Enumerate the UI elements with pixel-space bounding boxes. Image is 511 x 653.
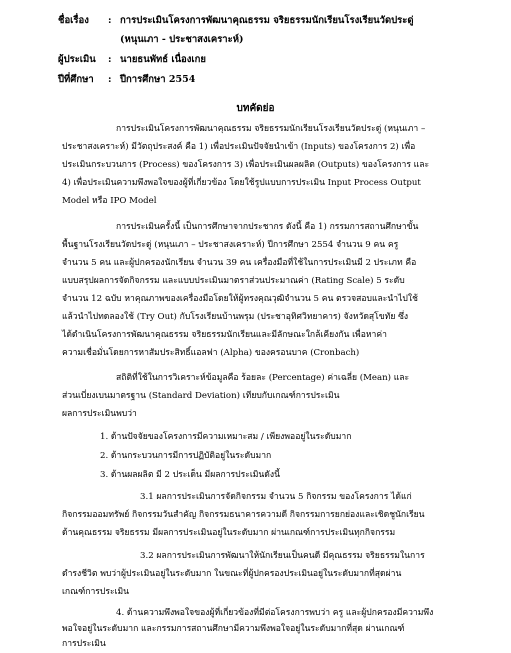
body-line: กิจกรรมออมทรัพย์ กิจกรรมวันสำคัญ กิจกรรมธนาคารความดี กิจกรรมการยกย่องและเชิดชูนักเรียน: [62, 510, 425, 520]
body-line: จำนวน 5 คน และผู้ปกครองนักเรียน จำนวน 39 คน เครื่องมือที่ใช้ในการประเมินมี 2 ประเภท คือ: [62, 258, 417, 268]
body-line: จำนวน 12 ฉบับ หาคุณภาพของเครื่องมือโดยให้ผู้ทรงคุณวุฒิจำนวน 5 คน ตรวจสอบและนำไปใช้: [62, 294, 418, 304]
year-colon: :: [108, 74, 112, 85]
author-value: นายธนพัทธ์ เนื่องเกย: [120, 54, 206, 65]
body-line: การประเมินครั้งนี้ เป็นการศึกษาจากประชากร ดังนี้ คือ 1) กรรมการสถานศึกษาขั้น: [116, 222, 419, 232]
body-line: ส่วนเบี่ยงเบนมาตรฐาน (Standard Deviation) เทียบกับเกณฑ์การประเมิน: [62, 391, 340, 401]
title-colon: :: [108, 15, 112, 26]
body-line: การประเมินโครงการพัฒนาคุณธรรม จริยธรรมนักเรียนโรงเรียนวัดประดู่ (หนุนเภา –: [116, 124, 426, 134]
body-line: 3.2 ผลการประเมินการพัฒนาให้นักเรียนเป็นคนดี มีคุณธรรม จริยธรรมในการ: [140, 551, 425, 561]
body-line: พื้นฐานโรงเรียนวัดประดู่ (หนุนเภา – ประชาสงเคราะห์) ปีการศึกษา 2554 จำนวน 9 คน ครู: [62, 240, 399, 250]
body-line: 1. ด้านปัจจัยของโครงการมีความเหมาะสม / เพียงพออยู่ในระดับมาก: [100, 432, 352, 442]
body-line: ประชาสงเคราะห์) มีวัตถุประสงค์ คือ 1) เพื่อประเมินปัจจัยนำเข้า (Inputs) ของโครงการ 2) เพื่อ: [62, 142, 416, 152]
body-line: ประเมินกระบวนการ (Process) ของโครงการ 3) เพื่อประเมินผลผลิต (Outputs) ของโครงการ และ: [62, 160, 430, 170]
year-label: ปีที่ศึกษา: [58, 74, 94, 85]
author-row: [58, 52, 206, 67]
body-line: ความเชื่อมั่นโดยการหาสัมประสิทธิ์แอลฟา (Alpha) ของครอนบาค (Cronbach): [62, 348, 360, 358]
body-line: พอใจอยู่ในระดับมาก และกรรมการสถานศึกษามีความพึงพอใจอยู่ในระดับมากที่สุด ผ่านเกณฑ์: [62, 624, 405, 634]
body-line: ด้านคุณธรรม จริยธรรม มีผลการประเมินอยู่ในระดับมาก ผ่านเกณฑ์การประเมินทุกกิจกรรม: [62, 528, 396, 538]
body-line: สถิติที่ใช้ในการวิเคราะห์ข้อมูลคือ ร้อยละ (Percentage) ค่าเฉลี่ย (Mean) และ: [116, 373, 410, 383]
abstract-heading: บทคัดย่อ: [236, 103, 275, 114]
body-line: เกณฑ์การประเมิน: [62, 587, 130, 597]
body-line: 3.1 ผลการประเมินการจัดกิจกรรม จำนวน 5 กิจกรรม ของโครงการ ได้แก่: [140, 492, 412, 502]
title-line-1: การประเมินโครงการพัฒนาคุณธรรม จริยธรรมนักเรียนโรงเรียนวัดประดู่: [120, 15, 414, 26]
body-line: 4. ด้านความพึงพอใจของผู้ที่เกี่ยวข้องที่มีต่อโครงการพบว่า ครู และผู้ปกครองมีความพึง: [116, 608, 434, 618]
author-colon: :: [108, 54, 112, 65]
body-line: แบบสรุปผลการจัดกิจกรรม และแบบประเมินมาตราส่วนประมาณค่า (Rating Scale) 5 ระดับ: [62, 276, 405, 286]
body-line: 4) เพื่อประเมินความพึงพอใจของผู้ที่เกี่ยวข้อง โดยใช้รูปแบบการประเมิน Input Process Output: [62, 178, 421, 188]
body-line: 2. ด้านกระบวนการมีการปฏิบัติอยู่ในระดับมาก: [100, 451, 272, 461]
title-line-2: (หนุนเภา - ประชาสงเคราะห์): [120, 34, 244, 45]
year-value: ปีการศึกษา 2554: [120, 74, 196, 85]
body-line: ผลการประเมินพบว่า: [62, 409, 137, 419]
body-line: ดำรงชีวิต พบว่าผู้ประเมินอยู่ในระดับมาก ในขณะที่ผู้ปกครองประเมินอยู่ในระดับมากที่สุดผ่าน: [62, 569, 402, 579]
body-line: 3. ด้านผลผลิต มี 2 ประเด็น มีผลการประเมินดังนี้: [100, 470, 280, 480]
body-line: การประเมิน: [62, 639, 106, 649]
title-label: ชื่อเรื่อง: [58, 15, 89, 26]
year-row: [58, 72, 195, 87]
body-line: Model หรือ IPO Model: [62, 196, 157, 206]
body-line: แล้วนำไปทดลองใช้ (Try Out) กับโรงเรียนบ้านพรุม (ประชาอุทิศวิทยาคาร) จังหวัดสุโขทัย ซึ่ง: [62, 312, 409, 322]
author-label: ผู้ประเมิน: [58, 54, 96, 65]
body-line: ได้ดำเนินโครงการพัฒนาคุณธรรม จริยธรรมนักเรียนและมีลักษณะใกล้เคียงกัน เพื่อหาค่า: [62, 330, 387, 340]
title-row: [58, 13, 414, 28]
